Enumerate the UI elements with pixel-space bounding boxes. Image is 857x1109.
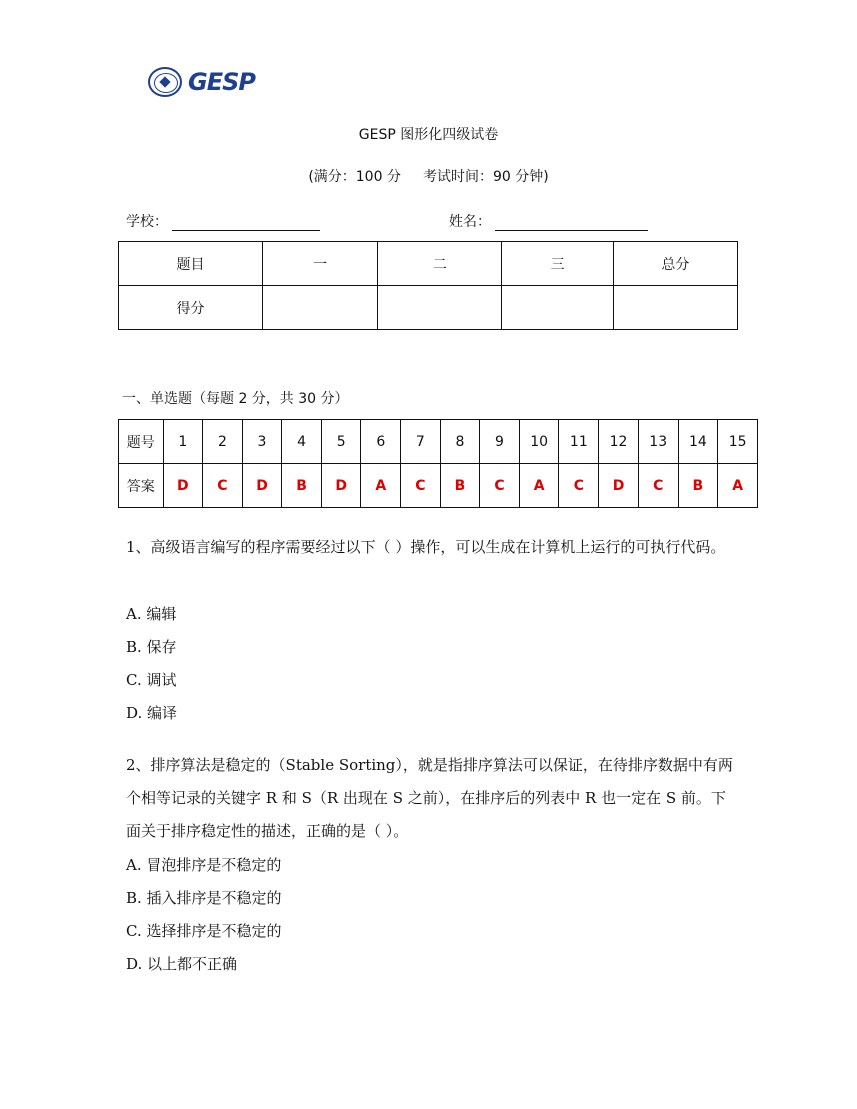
answer-label: 答案 bbox=[119, 464, 164, 508]
answer-cell: C bbox=[203, 464, 243, 508]
question-number: 3 bbox=[242, 420, 282, 464]
answer-cell: A bbox=[718, 464, 758, 508]
answer-cell: D bbox=[163, 464, 203, 508]
answer-number-row bbox=[119, 420, 758, 464]
score-row-label: 得分 bbox=[119, 286, 263, 330]
question-number: 2 bbox=[203, 420, 243, 464]
school-label: 学校： bbox=[126, 214, 168, 230]
logo-text: GESP bbox=[188, 68, 255, 96]
question-2-stem: 2、排序算法是稳定的（Stable Sorting），就是指排序算法可以保证，在待排序数据中有两个相等记录的关键字 R 和 S（R 出现在 S 之前），在排序后的列表中 R 也一定在 S 前。下面关于排序稳定性的描述，正确的是（ ）。 bbox=[126, 756, 733, 840]
exam-time: 考试时间：90 分钟) bbox=[422, 169, 549, 185]
question-number: 10 bbox=[519, 420, 559, 464]
question-2-option-a: A. 冒泡排序是不稳定的 bbox=[126, 856, 282, 874]
score-cell[interactable] bbox=[263, 286, 378, 330]
full-score: (满分：100 分 bbox=[308, 169, 401, 185]
question-number: 4 bbox=[282, 420, 322, 464]
name-label: 姓名： bbox=[449, 214, 491, 230]
question-2-option-c: C. 选择排序是不稳定的 bbox=[126, 922, 282, 940]
score-header: 题目 bbox=[119, 242, 263, 286]
question-number: 15 bbox=[718, 420, 758, 464]
answer-cell: C bbox=[401, 464, 441, 508]
answer-cell: A bbox=[519, 464, 559, 508]
question-number: 9 bbox=[480, 420, 520, 464]
gesp-seal-icon bbox=[148, 67, 182, 97]
score-header: 一 bbox=[263, 242, 378, 286]
question-1-stem: 1、高级语言编写的程序需要经过以下（ ）操作，可以生成在计算机上运行的可执行代码。 bbox=[126, 538, 726, 556]
question-number: 14 bbox=[678, 420, 718, 464]
question-1-option-a: A. 编辑 bbox=[126, 605, 177, 623]
question-number: 8 bbox=[440, 420, 480, 464]
name-field bbox=[449, 211, 648, 231]
question-number: 13 bbox=[638, 420, 678, 464]
answer-cell: D bbox=[242, 464, 282, 508]
number-label: 题号 bbox=[119, 420, 164, 464]
score-cell[interactable] bbox=[378, 286, 502, 330]
score-table bbox=[118, 241, 738, 330]
answer-cell: D bbox=[599, 464, 639, 508]
score-cell[interactable] bbox=[502, 286, 613, 330]
answer-cell: D bbox=[321, 464, 361, 508]
question-number: 12 bbox=[599, 420, 639, 464]
question-2-option-b: B. 插入排序是不稳定的 bbox=[126, 889, 282, 907]
name-blank[interactable] bbox=[495, 216, 648, 231]
school-field bbox=[126, 211, 320, 231]
answer-cell: C bbox=[559, 464, 599, 508]
score-cell[interactable] bbox=[613, 286, 737, 330]
answer-key-row bbox=[119, 464, 758, 508]
score-header-row bbox=[119, 242, 738, 286]
answer-cell: C bbox=[638, 464, 678, 508]
question-1-option-d: D. 编译 bbox=[126, 704, 178, 722]
answer-cell: C bbox=[480, 464, 520, 508]
question-1-option-c: C. 调试 bbox=[126, 671, 177, 689]
section-heading: 一、单选题（每题 2 分，共 30 分） bbox=[122, 391, 349, 407]
answer-cell: B bbox=[678, 464, 718, 508]
question-number: 7 bbox=[401, 420, 441, 464]
answer-table bbox=[118, 419, 758, 508]
score-header: 三 bbox=[502, 242, 613, 286]
question-number: 1 bbox=[163, 420, 203, 464]
question-number: 5 bbox=[321, 420, 361, 464]
score-header: 二 bbox=[378, 242, 502, 286]
score-value-row bbox=[119, 286, 738, 330]
question-number: 11 bbox=[559, 420, 599, 464]
question-number: 6 bbox=[361, 420, 401, 464]
answer-cell: B bbox=[282, 464, 322, 508]
question-2-option-d: D. 以上都不正确 bbox=[126, 955, 238, 973]
answer-cell: A bbox=[361, 464, 401, 508]
page-title: GESP 图形化四级试卷 bbox=[358, 127, 499, 143]
answer-cell: B bbox=[440, 464, 480, 508]
question-1-option-b: B. 保存 bbox=[126, 638, 177, 656]
score-header: 总分 bbox=[613, 242, 737, 286]
gesp-logo bbox=[148, 66, 255, 98]
school-blank[interactable] bbox=[172, 216, 320, 231]
exam-subtitle bbox=[0, 166, 857, 186]
